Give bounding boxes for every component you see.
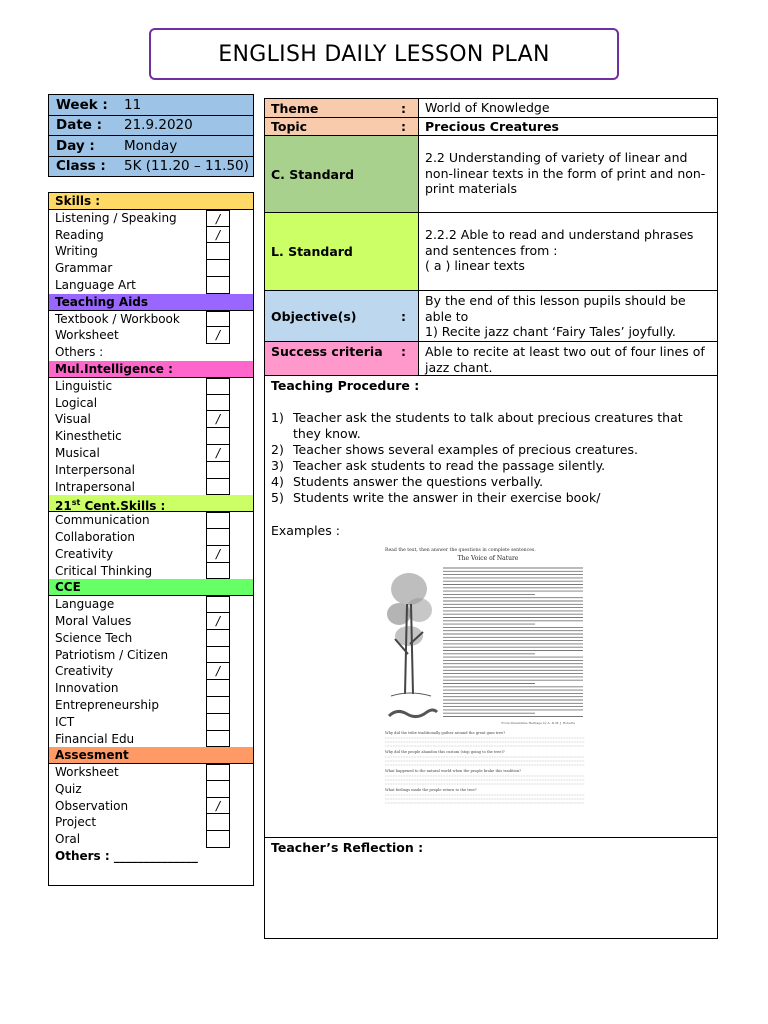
procedure-step — [271, 490, 711, 506]
checklist-item — [49, 680, 253, 697]
checklist-item — [49, 479, 253, 496]
procedure-heading: Teaching Procedure : — [271, 378, 420, 393]
procedure-list — [271, 410, 711, 506]
checkbox[interactable] — [206, 243, 230, 260]
checklist-label: Worksheet — [55, 765, 119, 780]
checklist-label: Creativity — [55, 546, 114, 561]
checklist-label: Financial Edu — [55, 731, 135, 746]
checklist-label: Grammar — [55, 261, 113, 276]
checklist-item — [49, 395, 253, 412]
objective-line: By the end of this lesson pupils should be able to — [425, 293, 686, 324]
checklist-label: Critical Thinking — [55, 563, 153, 578]
checklist-item — [49, 378, 253, 395]
section-header-cce: CCE — [49, 579, 253, 596]
checklist-item — [49, 798, 253, 815]
section-header-teaching-aids: Teaching Aids — [49, 294, 253, 311]
success-label-text: Success criteria — [271, 344, 383, 359]
section-header-cent-skills: 21st Cent.Skills : — [49, 495, 253, 512]
checkbox[interactable] — [206, 831, 230, 848]
objective-row — [265, 291, 717, 342]
week-value: 11 — [124, 96, 142, 113]
checklist-item — [49, 831, 253, 848]
checkbox[interactable] — [206, 378, 230, 395]
topic-label: Topic : — [265, 118, 419, 135]
section-header-assessment: Assesment — [49, 747, 253, 764]
checklist-label: Interpersonal — [55, 462, 135, 477]
checkbox[interactable] — [206, 462, 230, 479]
checklist-label: Oral — [55, 832, 81, 847]
class-row — [49, 157, 253, 177]
checklist-label: Patriotism / Citizen — [55, 647, 169, 662]
checkbox[interactable]: / — [206, 613, 230, 630]
class-value: 5K (11.20 – 11.50) — [124, 158, 249, 175]
checklist-item — [49, 227, 253, 244]
checklist-item — [49, 714, 253, 731]
theme-label-text: Theme — [271, 100, 319, 116]
checkbox[interactable] — [206, 563, 230, 580]
week-row — [49, 95, 253, 116]
others-footer: Others : ______________ — [55, 849, 198, 864]
topic-row — [265, 118, 717, 136]
checklist-item — [49, 529, 253, 546]
objective-value — [419, 291, 717, 341]
checklist-item — [49, 630, 253, 647]
worksheet-questions — [385, 731, 585, 803]
checkbox[interactable] — [206, 311, 230, 328]
section-header-mul-intelligence: Mul.Intelligence : — [49, 361, 253, 378]
worksheet-question: Why did the people abandon this custom (stop going to the tree)? — [385, 750, 505, 754]
checklist-label: Language Art — [55, 277, 136, 292]
checklist-item — [49, 663, 253, 680]
checkbox[interactable]: / — [206, 445, 230, 462]
checklist-label: Quiz — [55, 781, 82, 796]
checklist-item — [49, 814, 253, 831]
checklist-item — [49, 613, 253, 630]
checklist-item — [49, 563, 253, 580]
theme-label: Theme : — [265, 99, 419, 117]
checklist-item — [49, 445, 253, 462]
teacher-reflection: Teacher’s Reflection : — [271, 840, 424, 855]
checklist-item — [49, 647, 253, 664]
checkbox[interactable] — [206, 764, 230, 781]
checklist-label: Kinesthetic — [55, 429, 122, 444]
date-label: Date : — [56, 117, 103, 134]
checkbox[interactable]: / — [206, 798, 230, 815]
checklist-item — [49, 311, 253, 328]
checklist-item — [49, 697, 253, 714]
checkbox[interactable] — [206, 781, 230, 798]
checklist-label: Reading — [55, 227, 104, 242]
class-info — [48, 94, 254, 177]
checklist-label: Linguistic — [55, 378, 113, 393]
checkbox[interactable] — [206, 479, 230, 496]
checklist-item — [49, 764, 253, 781]
section-header-skills: Skills : — [49, 193, 253, 210]
checklist-label: Logical — [55, 395, 98, 410]
l-standard-label: L. Standard — [265, 213, 419, 290]
checklist-label: Language — [55, 597, 115, 612]
checkbox[interactable] — [206, 529, 230, 546]
checklist-label: Project — [55, 815, 97, 830]
checklist-label: Textbook / Workbook — [55, 311, 180, 326]
theme-row — [265, 99, 717, 118]
checklist-item — [49, 462, 253, 479]
objective-label-text: Objective(s) — [271, 308, 357, 324]
class-label: Class : — [56, 158, 106, 175]
step-text: Teacher ask the students to talk about precious creatures that they know. — [293, 410, 683, 441]
c-standard-row — [265, 136, 717, 213]
c-standard-label: C. Standard — [265, 136, 419, 212]
checkbox[interactable] — [206, 680, 230, 697]
checklist-item — [49, 731, 253, 748]
checklist-label: Creativity — [55, 664, 114, 679]
worksheet-instruction: Read the text, then answer the questions in complete sentences. — [385, 548, 536, 553]
date-value: 21.9.2020 — [124, 117, 193, 134]
checklist-label: Writing — [55, 244, 98, 259]
checklist-item — [49, 546, 253, 563]
checkbox[interactable] — [206, 714, 230, 731]
step-number: 1) — [271, 410, 284, 425]
checkbox[interactable] — [206, 428, 230, 445]
tree-illustration — [387, 573, 437, 717]
l-standard-row — [265, 213, 717, 291]
step-number: 5) — [271, 490, 284, 505]
checklist-label: Listening / Speaking — [55, 210, 177, 225]
checklist-label: Others : — [55, 345, 104, 360]
day-label: Day : — [56, 137, 95, 154]
checklist-label: ICT — [55, 714, 75, 729]
procedure-step — [271, 474, 711, 490]
worksheet-source: From Dreamtime Heritage by A. & M. J. Roberts — [501, 721, 575, 725]
checklist-label: Communication — [55, 513, 150, 528]
topic-value: Precious Creatures — [425, 118, 559, 134]
day-value: Monday — [124, 137, 178, 154]
worksheet-image — [385, 544, 591, 806]
checklist-label: Visual — [55, 412, 91, 427]
lesson-table — [264, 98, 718, 939]
step-text: Teacher ask students to read the passage silently. — [293, 458, 606, 473]
checkbox[interactable] — [206, 512, 230, 529]
checkbox[interactable]: / — [206, 227, 230, 244]
procedure-step — [271, 442, 711, 458]
checkbox[interactable] — [206, 596, 230, 613]
checklist-label: Science Tech — [55, 630, 133, 645]
step-number: 2) — [271, 442, 284, 457]
step-text: Students answer the questions verbally. — [293, 474, 544, 489]
success-label: Success criteria : — [265, 342, 419, 375]
checklist-label: Intrapersonal — [55, 479, 135, 494]
skills-panel — [48, 192, 254, 886]
objective-label: Objective(s) : — [265, 291, 419, 341]
checklist-item — [49, 781, 253, 798]
objective-line: 1) Recite jazz chant ‘Fairy Tales’ joyfully. — [425, 324, 676, 339]
checklist-item — [49, 512, 253, 529]
checkbox[interactable]: / — [206, 210, 230, 227]
checklist-label: Observation — [55, 798, 129, 813]
c-standard-value: 2.2 Understanding of variety of linear and non-linear texts in the form of print and non-print materials — [425, 150, 706, 196]
checklist-item — [49, 411, 253, 428]
worksheet-question: What happened to the natural world when the people broke this tradition? — [385, 769, 522, 773]
topic-label-text: Topic — [271, 119, 308, 134]
checklist-label: Innovation — [55, 681, 119, 696]
checklist-label: Collaboration — [55, 529, 135, 544]
l-standard-line: 2.2.2 Able to read and understand phrases and sentences from : — [425, 227, 694, 258]
checkbox[interactable] — [206, 697, 230, 714]
checklist-label: Worksheet — [55, 328, 119, 343]
l-standard-value — [419, 213, 717, 290]
checklist-item — [49, 210, 253, 227]
success-row — [265, 342, 717, 376]
step-text: Students write the answer in their exercise book/ — [293, 490, 601, 505]
checkbox[interactable] — [206, 395, 230, 412]
step-number: 3) — [271, 458, 284, 473]
theme-value: World of Knowledge — [425, 100, 550, 116]
checkbox[interactable]: / — [206, 663, 230, 680]
checklist-label: Moral Values — [55, 613, 132, 628]
checkbox[interactable] — [206, 630, 230, 647]
checklist-item — [49, 428, 253, 445]
checkbox[interactable] — [206, 814, 230, 831]
checklist-item — [49, 260, 253, 277]
checkbox[interactable] — [206, 731, 230, 748]
checklist-item — [49, 344, 253, 361]
worksheet-question: Why did the tribe traditionally gather around the great gum tree? — [385, 731, 506, 735]
week-label: Week : — [56, 96, 108, 113]
checklist-label: Entrepreneurship — [55, 697, 159, 712]
checkbox[interactable] — [206, 260, 230, 277]
checklist-item — [49, 327, 253, 344]
success-value: Able to recite at least two out of four lines of jazz chant. — [425, 344, 705, 375]
worksheet-question: What feelings made the people return to the tree? — [385, 788, 477, 792]
checklist-item — [49, 277, 253, 294]
procedure-step — [271, 410, 711, 442]
checkbox[interactable] — [206, 647, 230, 664]
l-standard-line: ( a ) linear texts — [425, 258, 525, 273]
worksheet-passage — [443, 568, 583, 717]
page-title: ENGLISH DAILY LESSON PLAN — [149, 28, 619, 80]
checklist-label: Musical — [55, 445, 100, 460]
teaching-procedure — [265, 376, 717, 838]
step-text: Teacher shows several examples of precious creatures. — [293, 442, 638, 457]
procedure-step — [271, 458, 711, 474]
step-number: 4) — [271, 474, 284, 489]
day-row — [49, 136, 253, 157]
checkbox[interactable]: / — [206, 327, 230, 344]
examples-label: Examples : — [271, 523, 340, 538]
checkbox[interactable]: / — [206, 546, 230, 563]
checkbox[interactable] — [206, 277, 230, 294]
worksheet-heading: The Voice of Nature — [457, 555, 519, 562]
checkbox[interactable]: / — [206, 411, 230, 428]
checklist-item — [49, 596, 253, 613]
date-row — [49, 116, 253, 137]
checklist-item — [49, 243, 253, 260]
